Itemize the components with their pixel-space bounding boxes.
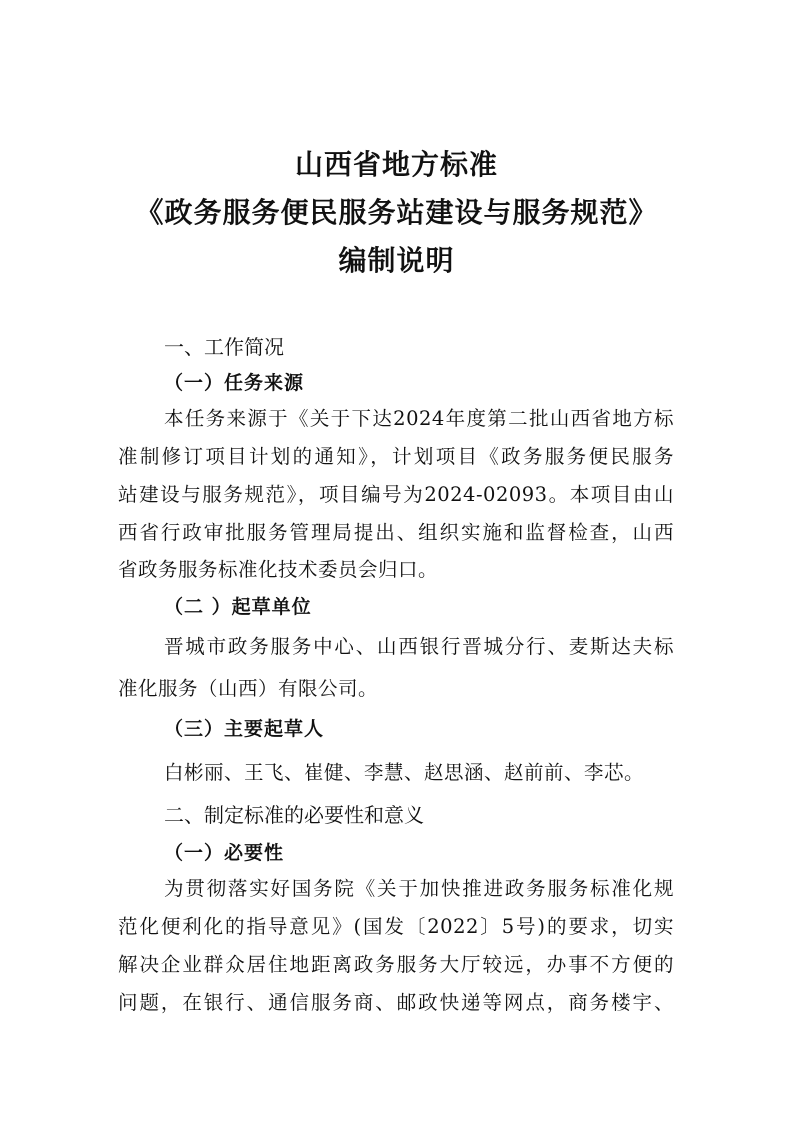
document-title-line-1: 山西省地方标准 (294, 148, 498, 181)
section-heading-necessity: 二、制定标准的必要性和意义 (164, 803, 424, 827)
paragraph-line: 本任务来源于《关于下达2024年度第二批山西省地方标 (164, 407, 674, 430)
paragraph-line: 晋城市政务服务中心、山西银行晋城分行、麦斯达夫标 (164, 635, 674, 658)
document-title-line-2: 《政务服务便民服务站建设与服务规范》 (135, 196, 658, 229)
paragraph-line: 准制修订项目计划的通知》，计划项目《政务服务便民服务 (118, 445, 674, 468)
paragraph-line: 省政务服务标准化技术委员会归口。 (118, 558, 439, 581)
paragraph-line: 解决企业群众居住地距离政务服务大厅较远，办事不方便的 (118, 953, 674, 976)
subsection-heading-necessity: （一）必要性 (164, 842, 285, 864)
section-heading-work-overview: 一、工作简况 (164, 335, 284, 359)
subsection-heading-drafting-unit: （二 ）起草单位 (164, 596, 312, 618)
document-title-line-3: 编制说明 (338, 244, 455, 277)
subsection-heading-main-drafters: （三）主要起草人 (164, 718, 325, 740)
paragraph-line: 站建设与服务规范》，项目编号为2024-02093。本项目由山 (118, 483, 674, 506)
paragraph-line: 白彬丽、王飞、崔健、李慧、赵思涵、赵前前、李芯。 (164, 761, 645, 784)
paragraph-line: 西省行政审批服务管理局提出、组织实施和监督检查，山西 (118, 521, 674, 544)
subsection-heading-task-source: （一）任务来源 (164, 372, 305, 394)
paragraph-line: 为贯彻落实好国务院《关于加快推进政务服务标准化规 (164, 877, 674, 900)
paragraph-line: 范化便利化的指导意见》(国发〔2022〕5号)的要求，切实 (118, 915, 674, 938)
paragraph-line: 准化服务（山西）有限公司。 (118, 677, 379, 700)
paragraph-line: 问题，在银行、通信服务商、邮政快递等网点，商务楼宇、 (118, 991, 674, 1014)
